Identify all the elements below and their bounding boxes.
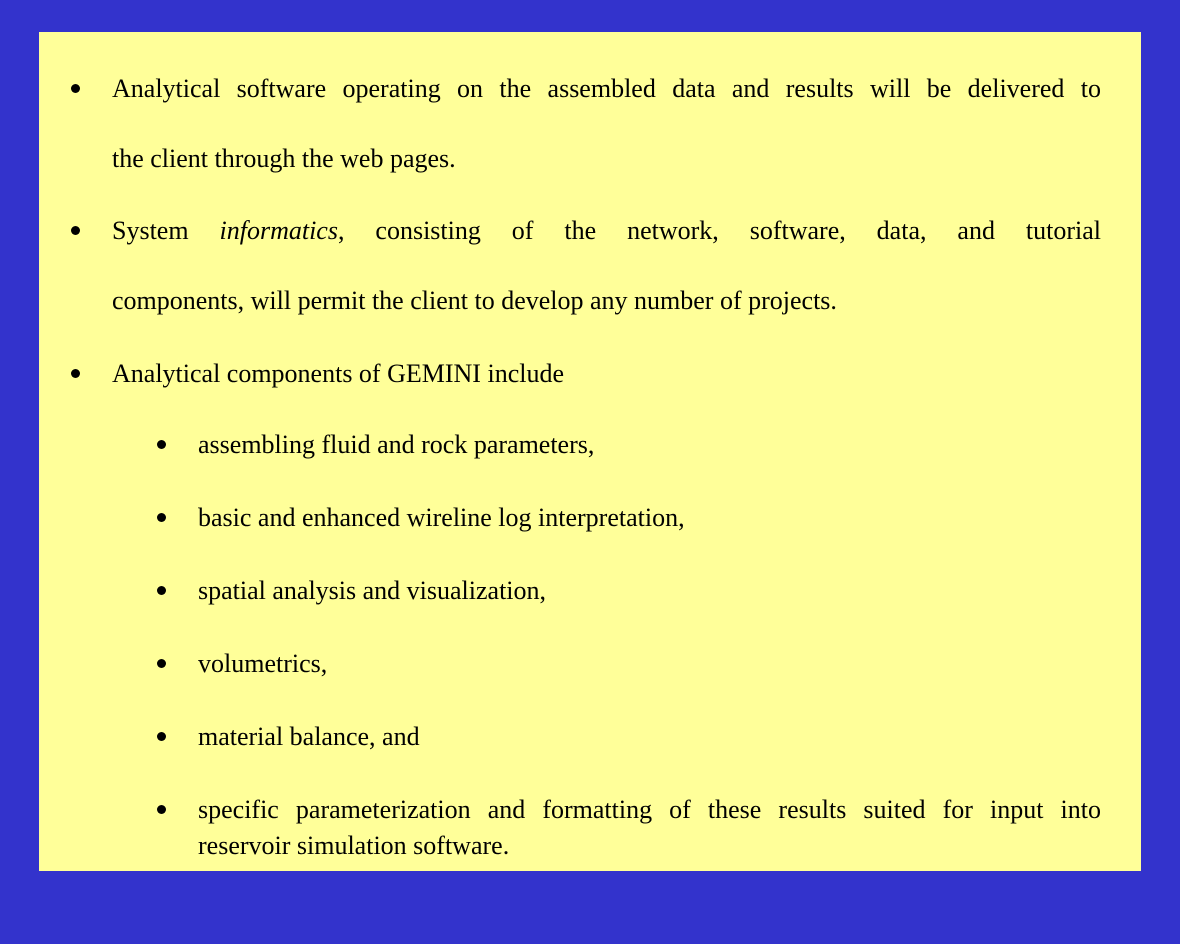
bullet-text <box>198 483 685 553</box>
bullet-dot <box>157 732 166 741</box>
bullet-text <box>112 196 1101 336</box>
bullet-dot <box>157 513 166 522</box>
sub-bullet-continuation <box>39 811 1141 881</box>
bullet-dot <box>71 84 80 93</box>
bullet-dot <box>71 369 80 378</box>
bullet-line-start: System <box>112 216 220 245</box>
bullet-text <box>112 54 1101 194</box>
bullet-dot <box>157 659 166 668</box>
bullet-line: specific parameterization and formatting of these results suited for input into <box>198 795 1101 824</box>
bullet-dot <box>157 586 166 595</box>
bullet-line: Analytical software operating on the assembled data and results will be delivered to <box>112 74 1101 103</box>
bullet-text <box>112 339 564 409</box>
bullet-dot <box>157 440 166 449</box>
bullet-dot <box>71 226 80 235</box>
bullet-item-3 <box>39 339 1141 409</box>
bullet-line: the client through the web pages. <box>112 144 456 173</box>
bullet-line: reservoir simulation software. <box>198 831 510 860</box>
sub-bullet-item <box>39 629 1141 699</box>
bullet-line: Analytical components of GEMINI include <box>112 359 564 388</box>
bullet-line-end: , consisting of the network, software, data, and tutorial <box>337 216 1101 245</box>
bullet-line: basic and enhanced wireline log interpretation, <box>198 503 685 532</box>
bullet-text <box>198 629 327 699</box>
bullet-text <box>198 556 546 626</box>
bullet-item-1 <box>39 54 1141 194</box>
bullet-line: spatial analysis and visualization, <box>198 576 547 605</box>
bullet-text <box>198 410 594 480</box>
bullet-line: material balance, and <box>198 722 420 751</box>
bullet-line: components, will permit the client to develop any number of projects. <box>112 286 837 315</box>
bullet-text <box>198 811 509 881</box>
informatics-term: informatics <box>219 216 338 245</box>
slide-content-panel <box>39 32 1141 871</box>
sub-bullet-item <box>39 483 1141 553</box>
sub-bullet-item <box>39 702 1141 772</box>
bullet-line: volumetrics, <box>198 649 328 678</box>
bullet-item-2 <box>39 196 1141 336</box>
sub-bullet-item <box>39 410 1141 480</box>
sub-bullet-item <box>39 556 1141 626</box>
bullet-line <box>112 196 1101 266</box>
bullet-line: assembling fluid and rock parameters, <box>198 430 595 459</box>
bullet-text <box>198 702 420 772</box>
